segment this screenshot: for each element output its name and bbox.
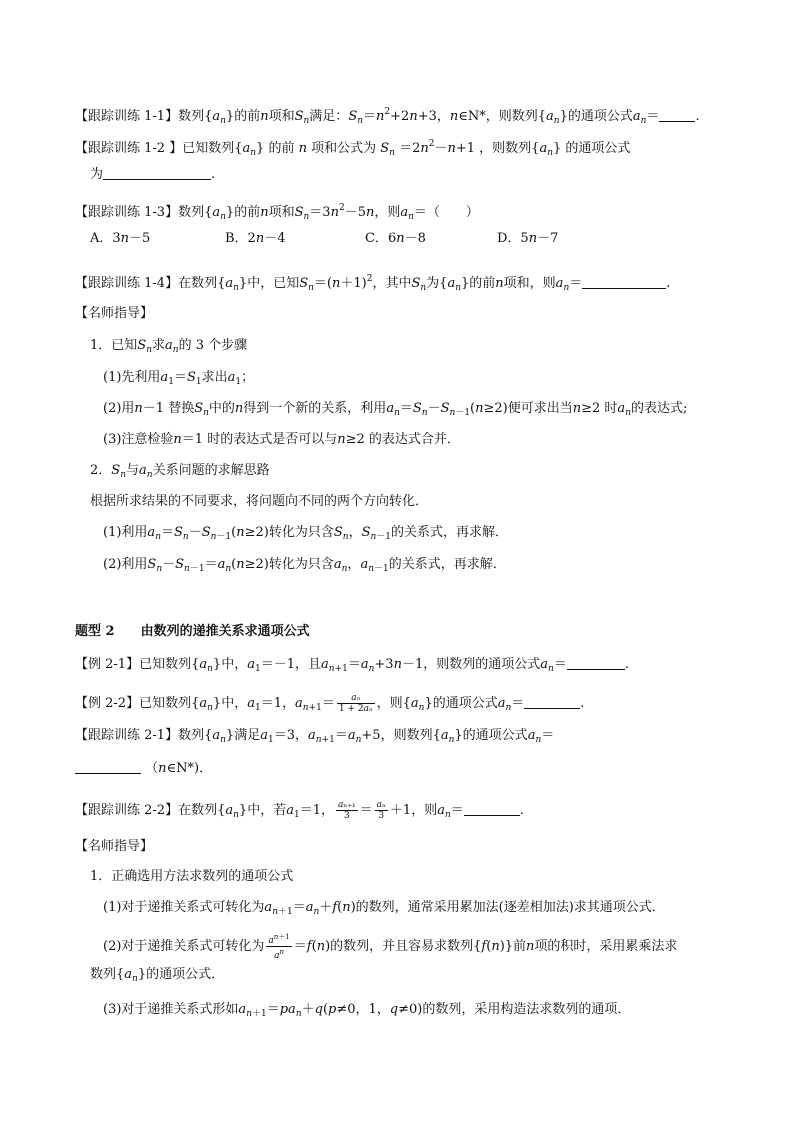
option-c[interactable]: C．6n－8: [365, 231, 426, 246]
guide-point-2: (2)利用$S_n-S_{n-1}=a_n(n\ge 2)$转化为只含$a_n$，$a_{n-1}$的关系式，再求解．: [103, 557, 506, 574]
training-1-3: 【跟踪训练 1-3】数列$\{a_n\}$的前n项和$S_n=3n^2-5n$，则$a_n=$（ ）: [75, 203, 479, 222]
guide-title: 【名师指导】: [75, 306, 154, 321]
guide-step-3: (3)注意检验n＝1 时的表达式是否可以与n≥2 的表达式合并．: [103, 432, 460, 447]
guide2-rule-2: (2)对于递推关系式可转化为 $\frac{a^{n+1}}{a^n}$ ＝f(n)的数列，并且容易求数列{f(n)}前n项的积时，采用累乘法求: [103, 933, 678, 961]
answer-blank[interactable]: [103, 166, 211, 180]
guide-heading-2: 2．$S_n$与$a_n$关系问题的求解思路: [90, 463, 270, 480]
answer-blank[interactable]: [659, 108, 695, 122]
training-2-1-cont: （n∈N*)．: [75, 760, 212, 778]
example-2-2: 【例 2-2】已知数列$\{a_n\}$中，$a_1=1$，$a_{n+1}=$ $\frac{\text{aₙ}}{\text{1 + 2aₙ}}$ ，则$\{a_n\}$的通项公式$a_n=$ .: [75, 693, 585, 714]
training-2-2: 【跟踪训练 2-2】在数列$\{a_n\}$中，若$a_1=1$， $\frac{\text{aₙ₊₁}}{3}$ ＝ $\frac{\text{aₙ}}{3}$ ＋1，则$a_n=$ .: [75, 800, 524, 821]
option-d[interactable]: D．5n－7: [497, 231, 559, 246]
guide2-heading: 1．正确选用方法求数列的通项公式: [90, 869, 294, 884]
option-b[interactable]: B．2n－4: [225, 231, 286, 246]
guide-point-1: (1)利用$a_n=S_n-S_{n-1}(n\ge 2)$转化为只含$S_n$，$S_{n-1}$的关系式，再求解．: [103, 525, 509, 542]
training-1-2-cont: 为 .: [90, 167, 216, 182]
example-2-1: 【例 2-1】已知数列$\{a_n\}$中，$a_1=-1$，且$a_{n+1}=a_n+3n-1$，则数列的通项公式$a_n=$ .: [75, 657, 629, 674]
training-2-1: 【跟踪训练 2-1】数列$\{a_n\}$满足$a_1=3$，$a_{n+1}=a_n+5$，则数列$\{a_n\}$的通项公式$a_n=$: [75, 728, 555, 745]
guide-step-1: (1)先利用$a_1=S_1$求出$a_1$；: [103, 370, 255, 387]
fraction: $\frac{\text{aₙ₊₁}}{3}$: [337, 800, 356, 821]
fraction: $\frac{\text{aₙ}}{\text{1 + 2aₙ}}$: [338, 693, 373, 714]
training-1-4: 【跟踪训练 1-4】在数列$\{a_n\}$中，已知$S_n=(n+1)^2$，其中$S_n$为$\{a_n\}$的前n项和，则$a_n=$ .: [75, 274, 671, 293]
guide-step-2: (2)用n－1 替换$S_n$中的n得到一个新的关系，利用$a_n=S_n-S_{n-1}(n\ge 2)$便可求出当n≥2 时$a_n$的表达式;: [103, 401, 688, 418]
answer-blank[interactable]: [567, 656, 625, 670]
guide2-rule-2-cont: 数列$\{a_n\}$的通项公式．: [90, 967, 225, 984]
guide2-rule-3: (3)对于递推关系式形如$a_{n+1}=pa_n+q(p\ne 0$，1，q≠0)的数列，采用构造法求数列的通项．: [103, 1002, 631, 1019]
answer-blank[interactable]: [464, 802, 520, 816]
fraction: $\frac{\text{aₙ}}{3}$: [376, 800, 386, 821]
training-1-2: 【跟踪训练 1-2 】已知数列$\{a_n\}$ 的前 n 项和公式为 $S_n =2n^2-n+1$ ，则数列$\{a_n\}$ 的通项公式: [75, 139, 631, 158]
option-a[interactable]: A．3n－5: [90, 231, 151, 246]
guide-title-2: 【名师指导】: [75, 839, 154, 854]
training-1-1: 【跟踪训练 1-1】数列$\{a_n\}$的前n项和$S_n$满足：$S_n=n^2+2n+3$，n∈N*，则数列$\{a_n\}$的通项公式$a_n=$ .: [75, 107, 700, 126]
guide2-rule-1: (1)对于递推关系式可转化为$a_{n+1}=a_n+f(n)$的数列，通常采用累加法(逐差相加法)求其通项公式．: [103, 900, 665, 917]
section-heading: 题型 2 由数列的递推关系求通项公式: [75, 624, 310, 639]
guide-paragraph: 根据所求结果的不同要求，将问题向不同的两个方向转化．: [90, 494, 429, 509]
guide-heading-1: 1．已知$S_n$求$a_n$的 3 个步骤: [90, 338, 248, 355]
answer-blank[interactable]: [524, 695, 580, 709]
answer-blank[interactable]: [582, 275, 666, 289]
answer-blank[interactable]: [75, 760, 141, 774]
fraction: $\frac{a^{n+1}}{a^n}$: [268, 933, 290, 961]
